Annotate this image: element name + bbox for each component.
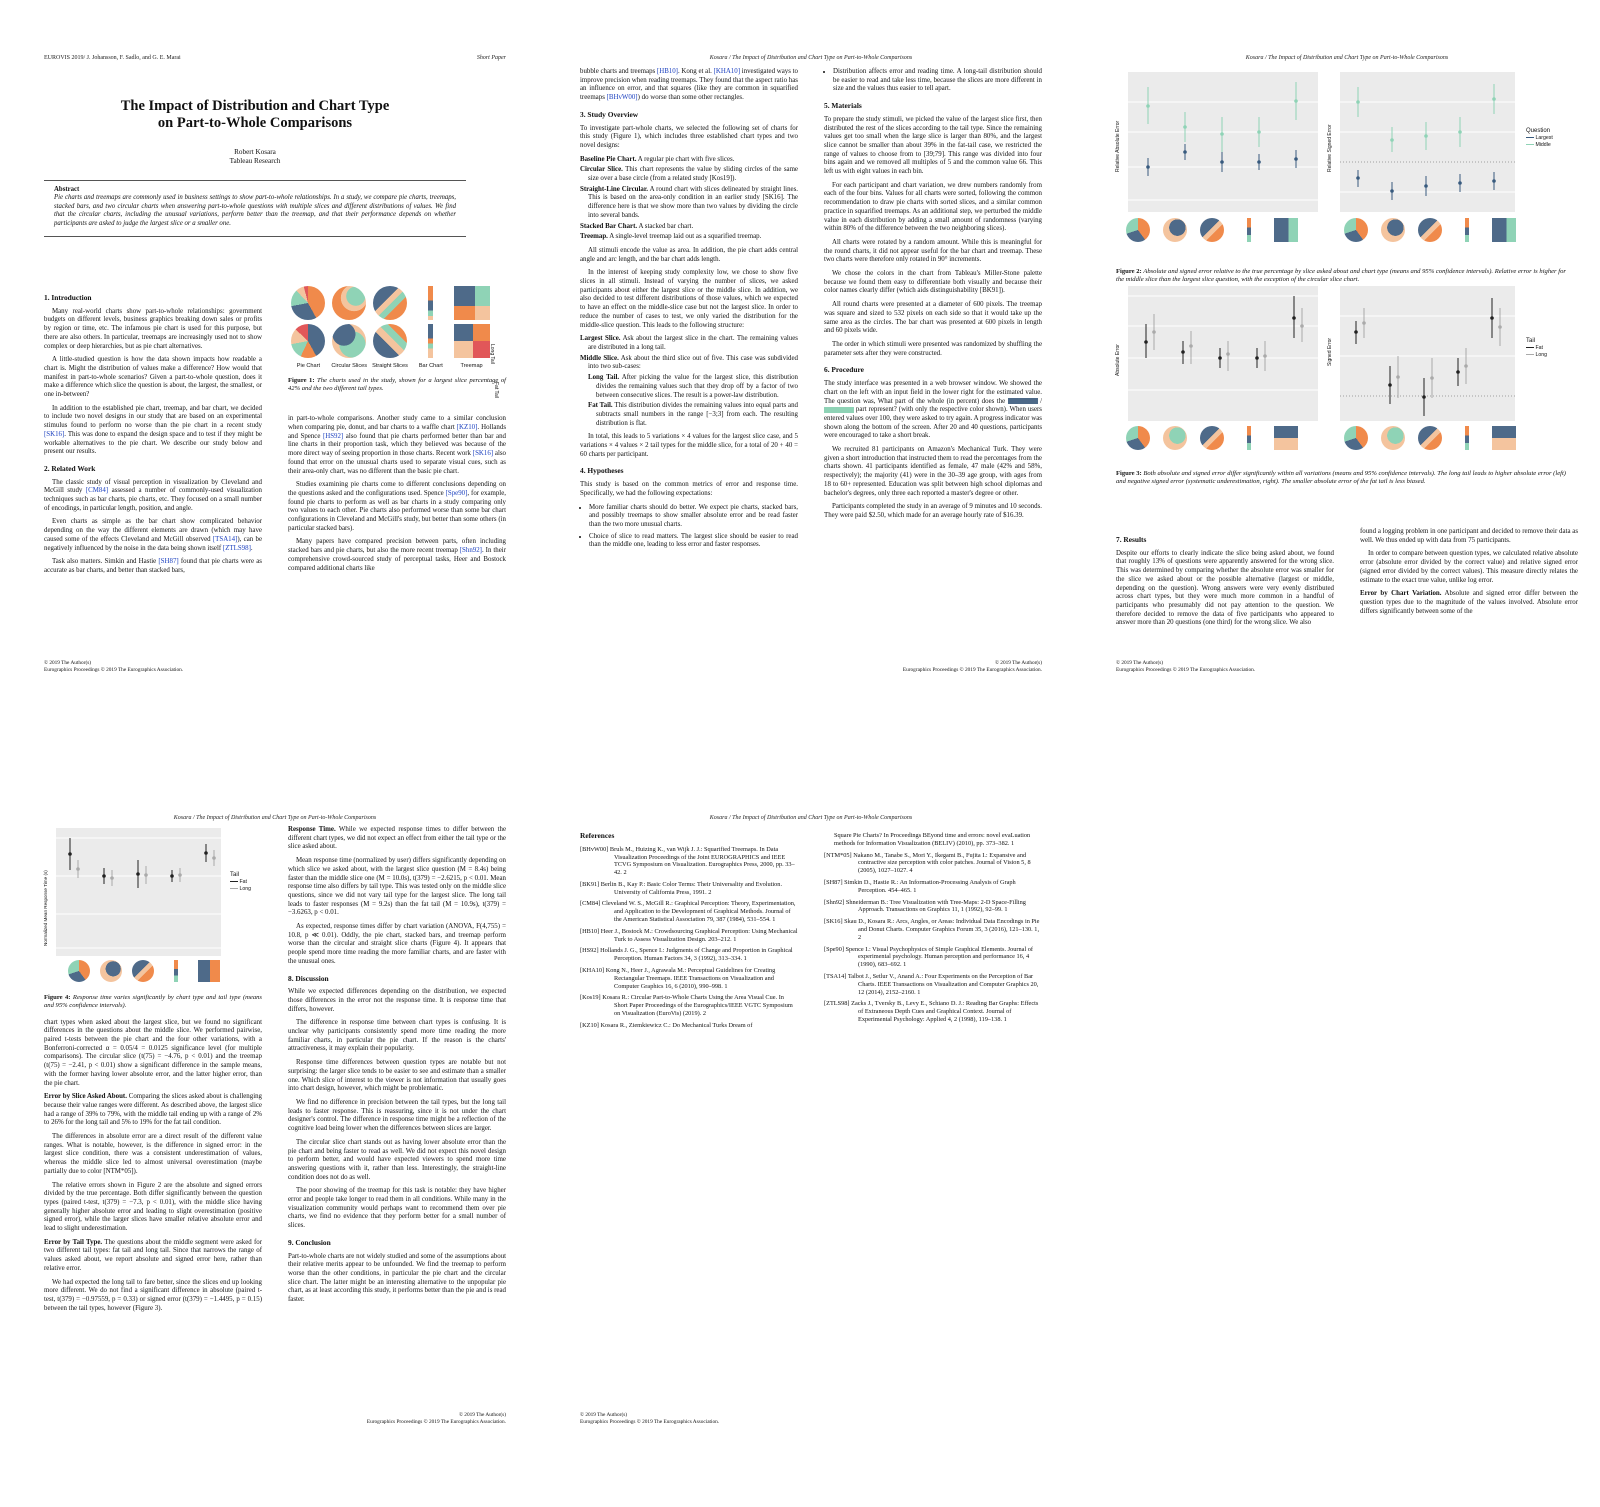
- definition: Stacked Bar Chart. A stacked bar chart.: [580, 222, 694, 230]
- treemap-thumb: [198, 960, 220, 982]
- paragraph: Error by Tail Type. The questions about the middle segment were asked for two different tail types: fat tail and long tail. Since that narrows the range of values asked about, we report absolute and signed error here, rather than relative error.: [44, 1238, 262, 1272]
- title-line-2: on Part-to-Whole Comparisons: [157, 115, 353, 131]
- paragraph: Task also matters. Simkin and Hastie [SH87] found that pie charts were as accurate as bar charts, and better than stacked bars,: [44, 558, 262, 574]
- definition: Long Tail. After picking the value for the largest slice, this distribution divides the remaining values such that they drop off by a factor of two between consecutive slices. The result is a power-law distribution.: [588, 374, 798, 399]
- page-header: Kosara / The Impact of Distribution and Chart Type on Part-to-Whole Comparisons: [173, 815, 377, 821]
- page-header: Kosara / The Impact of Distribution and Chart Type on Part-to-Whole Comparisons: [709, 55, 913, 61]
- bar-chart-thumb: [1465, 218, 1469, 242]
- references-left: [580, 846, 798, 1030]
- citation-link[interactable]: [SK16]: [44, 430, 65, 438]
- fig2-thumbs-right: [1344, 218, 1516, 242]
- page-5: [580, 814, 1042, 1425]
- section-heading: 1. Introduction: [44, 293, 92, 302]
- straight-slices-thumb: [1200, 426, 1224, 450]
- column-left: [580, 68, 798, 555]
- abstract-title: Abstract: [54, 186, 80, 193]
- reference-item: [Spe90] Spence I.: Visual Psychophysics of Simple Graphical Elements. Journal of experimental psychology. Human perception and performance 16, 4 (1990), 683–692. 1: [824, 945, 1034, 969]
- citation-link[interactable]: [HB10]: [656, 68, 678, 75]
- treemap-thumb: [1492, 426, 1516, 450]
- page-1: [44, 54, 506, 734]
- copyright: © 2019 The Author(s): [580, 1412, 628, 1418]
- treemap-thumb: [1274, 218, 1298, 242]
- paragraph: Error by Slice Asked About. Comparing the slices asked about is challenging because their value ranges were different. As described above, the largest slice had a range of 39% to 79%, with the middle tail ending up with a range of 2% to 26% for the long tail and 5% to 19% for the fat tail condition.: [44, 1093, 262, 1127]
- paragraph: Many real-world charts show part-to-whole relationships: government budgets on different levels, business graphics breaking down sales or profits by region or time, etc. The infamous pie chart is used for this purpose, but there are also others. In particular, treemaps are increasingly used not to show complex or deep hierarchies, but as pie chart alternatives.: [44, 307, 262, 350]
- color-chip-green: [824, 407, 854, 413]
- figure-1-caption: Figure 1: The charts used in the study, shown for a largest slice percentage of 42% and the two different tail types.: [288, 376, 506, 392]
- hypotheses-list-cont: [824, 68, 1042, 94]
- figure-3-caption: Figure 3: Both absolute and signed error differ significantly within all variations (means and 95% confidence intervals). The long tail leads to higher absolute error (left) and negative signed error (systematic underestimation, right). The smaller absolute error of the fat tail is less biased.: [1116, 470, 1566, 486]
- paragraph: Response time differences between question types are notable but not surprising: the larger slice tends to be easier to see and estimate than a smaller one. Which slice of interest to the viewer is not information that usually goes into chart design, however, which might be problematic.: [288, 1059, 506, 1093]
- copyright: Eurographics Proceedings © 2019 The Eurographics Association.: [902, 667, 1042, 673]
- reference-item: [SH87] Simkin D., Hastie R.: An Information-Processing Analysis of Graph Perception. 454–465. 1: [824, 878, 1016, 894]
- paragraph: All charts were rotated by a random amount. While this is meaningful for the round charts, it did not appear useful for the bar chart and treemap. These two charts were therefore only rotated in 90° increments.: [824, 238, 1042, 264]
- definition: Baseline Pie Chart. A regular pie chart with five slices.: [580, 155, 735, 163]
- paragraph: in part-to-whole comparisons. Another study came to a similar conclusion when comparing pie, donut, and bar charts to a waffle chart [KZ10]. Hollands and Spence [HS92] also found that pie charts performed better than bar and line charts in their proportion task, which they believed was because of the more direct way of seeing proportion in those charts. Recent work [SK16] also found that error on the unusual charts used to separate visual cues, such as their area-only chart, was no different than the basic pie chart.: [288, 415, 507, 475]
- figure-1-label: Treemap: [460, 363, 483, 369]
- fig2-left-plot: [1115, 72, 1318, 212]
- reference-item: [KZ10] Kosara R., Ziemkiewicz C.: Do Mechanical Turks Dream of: [580, 1021, 753, 1029]
- copyright: © 2019 The Author(s): [458, 1412, 506, 1418]
- paragraph: To investigate part-whole charts, we selected the following set of charts for this study (Figure 1), which includes three established chart types and two novel designs:: [580, 124, 798, 149]
- pie-chart-thumb: [291, 324, 325, 358]
- figure-1-label: Straight Slices: [372, 363, 408, 369]
- list-item: • More familiar charts should do better. We expect pie charts, stacked bars, and possibly treemaps to show smaller absolute error and be read faster than the two more unusual charts.: [589, 504, 798, 530]
- citation-link[interactable]: [Spe90]: [445, 489, 468, 497]
- paragraph: While we expected differences depending on the distribution, we expected those differences in the error not the response time. It is response time that differs, however.: [288, 988, 506, 1013]
- fig3-right-svg: [1340, 286, 1515, 421]
- references-right: [824, 832, 1042, 1024]
- reference-item: [Shn92] Shneiderman B.: Tree Visualization with Tree-Maps: 2-D Space-Filling Approach. Transactions on Graphics 11, 1 (1992), 92–99. 1: [824, 898, 1026, 914]
- copyright: © 2019 The Author(s): [1116, 660, 1164, 666]
- legend-item: Fat: [230, 879, 251, 886]
- abstract: [44, 180, 466, 237]
- citation-link[interactable]: [SK16]: [472, 450, 494, 458]
- copyright: Eurographics Proceedings © 2019 The Eurographics Association.: [44, 667, 184, 673]
- section-heading: 9. Conclusion: [288, 1237, 331, 1247]
- copyright: © 2019 The Author(s): [994, 660, 1042, 666]
- citation-link[interactable]: [KZ10]: [456, 424, 478, 431]
- paragraph: Despite our efforts to clearly indicate the slice being asked about, we found that roughly 13% of questions were apparently answered for the wrong slice. This was determined by comparing whether the absolute error was smaller for the slice we asked about or the possible alternative (largest or middle, depending on the question). Wrong answers were very evenly distributed across chart types, but they were much more common in a handful of participants who presumably did not pay attention to the question. We therefore decided to remove the data of five participants who appeared to answer more than 20 questions (one third) for the wrong slice. We also: [1116, 549, 1334, 627]
- bar-chart-thumb: [428, 286, 433, 320]
- abstract-body: Pie charts and treemaps are commonly used in business settings to show part-to-whole relationships. In a study, we compare pie charts, treemaps, stacked bars, and two circular charts when answering part-to-whole questions with multiple slices and different distributions of values. We find that the circular charts, including the unusual variations, perform better than the treemap, and that their performance depends on whether participants are asked to judge the largest slice or a smaller one.: [54, 194, 456, 227]
- circular-slices-thumb: [100, 960, 122, 982]
- reference-item: [KHA10] Kong N., Heer J., Agrawala M.: Perceptual Guidelines for Creating Rectangular Treemaps. IEEE Transactions on Visualization and Computer Graphics 16, 6 (2010), 990–998. 1: [580, 967, 776, 990]
- legend-item: Middle: [1526, 142, 1553, 149]
- fig4-svg: [56, 828, 221, 956]
- reference-item: [NTM*05] Nakano M., Tanabe S., Mori Y., Ikegami B., Fujita I.: Expansive and contractive size perception with color patches. Journal of Vision 5, 8 (2005), 1027–1027. 4: [824, 851, 1031, 875]
- bar-chart-thumb: [428, 324, 433, 358]
- legend-item: Long: [230, 886, 251, 893]
- pie-chart-thumb: [291, 286, 325, 320]
- paragraph: The difference in response time between chart types is confusing. It is unclear why participants consistently spend more time reading the more familiar charts, in particular the pie chart. If the reason is the charts' attractiveness, it may explain their popularity.: [288, 1019, 506, 1053]
- reference-item: [CM84] Cleveland W. S., McGill R.: Graphical Perception: Theory, Experimentation, and Application to the Development of Graphical Methods. Journal of the American Statistical Association 79, 387 (1984), 531–554. 1: [580, 900, 796, 924]
- paragraph: Error by Chart Variation. Absolute and signed error differ between the question types due to the magnitude of the values involved. Absolute error differs significantly between some of the: [1360, 590, 1578, 615]
- section-heading: 8. Discussion: [288, 973, 329, 983]
- paragraph: All stimuli encode the value as area. In addition, the pie chart adds central angle and arc length, and the bar chart adds length.: [580, 246, 798, 263]
- hypotheses-list: [580, 504, 798, 551]
- definition: Largest Slice. Ask about the largest slice in the chart. The remaining values are distributed in a long tail.: [580, 335, 798, 351]
- definition: Fat Tail. This distribution divides the remaining values into equal parts and subtracts small numbers in the range [−3;3] from each. The resulting distribution is flat.: [588, 402, 798, 427]
- page-footer: [367, 1412, 506, 1426]
- legend-item: Fat: [1526, 345, 1547, 352]
- pie-chart-thumb: [1344, 426, 1368, 450]
- column-right: [824, 68, 1042, 526]
- citation-link[interactable]: [ZTLS98]: [222, 544, 251, 552]
- circular-slices-thumb: [1163, 218, 1187, 242]
- reference-item: [BK91] Berlin B., Kay P.: Basic Color Terms: Their Universality and Evolution. University of California Press, 1991. 2: [580, 880, 783, 896]
- reference-item: [SK16] Skau D., Kosara R.: Arcs, Angles, or Areas: Individual Data Encodings in Pie and Donut Charts. Computer Graphics Forum 35, 3 (2016), 121–130. 1, 2: [824, 918, 1040, 941]
- paragraph: In order to compare between question types, we calculated relative absolute error (absolute error divided by the correct value) and relative signed error (signed error divided by the correct values). This measure directly relates the estimate to the exact true value, unlike log error.: [1360, 550, 1578, 584]
- paragraph: Studies examining pie charts come to different conclusions depending on the questions asked and the configurations used. Spence [Spe90], for example, found pie charts to perform as well as bar charts in a study comparing only two values to each other. Pie charts also performed worse than some bar chart configurations in Cleveland and McGill's study, but better than some others (in particular stacked bars).: [288, 481, 506, 532]
- figure-2-caption: Figure 2: Absolute and signed error relative to the true percentage by slice asked about and chart type (means and 95% confidence intervals). Relative error is higher for the middle slice than the largest slice question, with the exception of the circular slice chart.: [1116, 268, 1566, 284]
- straight-slices-thumb: [1200, 218, 1224, 242]
- paragraph: In the interest of keeping study complexity low, we chose to show five slices in all stimuli. Instead of varying the number of slices, we asked participants about either the largest slice or the middle slice. In addition, we also decided to test different distributions of those values, which we expected to have an effect on the middle-slice case but not the largest slice. In order to reduce the number of cases to test, we only varied the distribution for the middle-slice question. This leads to the following structure:: [580, 269, 798, 329]
- list-item: • Distribution affects error and reading time. A long-tail distribution should be easier to read and take less time, because the slices are more different in size and the values thus easier to tell apart.: [833, 68, 1042, 94]
- title-line-1: The Impact of Distribution and Chart Type: [120, 98, 390, 114]
- pie-chart-thumb: [1344, 218, 1368, 242]
- reference-item: [HB10] Heer J., Bostock M.: Crowdsourcing Graphical Perception: Using Mechanical Turk to Assess Visualization Design. 203–212. 1: [580, 927, 798, 943]
- figure-4-caption: Figure 4: Response time varies significantly by chart type and tail type (means and 95% confidence intervals).: [44, 994, 262, 1010]
- paragraph: The poor showing of the treemap for this task is notable: they have higher error and people take longer to read them in all conditions. While many in the visualization community would perhaps want to recommend them over pie charts, we find no evidence that they perform better for a small number of slices.: [288, 1187, 506, 1230]
- section-heading: 3. Study Overview: [580, 109, 639, 119]
- paragraph: Participants completed the study in an average of 9 minutes and 10 seconds. They were paid $2.50, which made for an average hourly rate of $16.39.: [824, 503, 1042, 519]
- copyright: Eurographics Proceedings © 2019 The Eurographics Association.: [366, 1419, 506, 1425]
- definition: Circular Slice. This chart represents the value by sliding circles of the same size over a base circle (from a related study [Kos19]).: [580, 166, 798, 183]
- circular-slices-thumb: [1163, 426, 1187, 450]
- copyright: Eurographics Proceedings © 2019 The Eurographics Association.: [1116, 667, 1256, 673]
- page-3: [1116, 54, 1578, 734]
- column-right: [1360, 528, 1578, 621]
- legend-title: Tail: [1526, 338, 1536, 344]
- figure-1-label: Circular Slices: [331, 363, 368, 369]
- paragraph: bubble charts and treemaps [HB10]. Kong et al. [KHA10] investigated ways to improve precision when reading treemaps. They found that the aspect ratio has an influence on error, and that squares (like they are common in squarified treemaps [BHvW00]) do worse than some other rectangles.: [580, 68, 798, 102]
- section-heading: References: [580, 831, 615, 840]
- paper-title: [44, 98, 466, 132]
- definition: Straight-Line Circular. A round chart with slices delineated by straight lines. This is based on the area-only condition in an earlier study [SK16]. The difference here is that we show more than two values by dividing the circle into several bands.: [580, 185, 798, 219]
- fig3-thumbs-right: [1344, 426, 1516, 450]
- column-left: [580, 828, 798, 1034]
- bar-chart-thumb: [174, 960, 178, 982]
- fig4-legend: [230, 872, 251, 893]
- fig4-thumbs: [68, 960, 220, 982]
- treemap-thumb: [1274, 426, 1298, 450]
- fig3-left-plot: [1115, 286, 1318, 421]
- page-footer: [580, 1412, 719, 1426]
- paragraph: For each participant and chart variation, we drew numbers randomly from each of the four bins. Values for all charts were sorted, following the common recommendation to draw pie charts with sorted slices, and a similar common practice in squarified treemaps. As an additional step, we perturbed the middle value in each distribution by adding a small amount of randomness (varying within 80% of the difference between the two neighboring slices).: [824, 181, 1042, 233]
- y-axis-label: Normalized Mean Response Time (s): [43, 870, 48, 946]
- paragraph: To prepare the study stimuli, we picked the value of the largest slice first, then distributed the rest of the slices according to the tail type. Since the remaining values get too small when the large slice is larger than 80%, and the largest slice cannot be smaller than about 39% in the fat-tail case, we restricted the range of values to choose from to [39;79]. This range was divided into four bins again and we removed all multiples of 5 and the common value 66. This left us with eight values in each bin.: [824, 115, 1042, 176]
- reference-item: [ZTLS98] Zacks J., Tversky B., Levy E., Schiano D. J.: Reading Bar Graphs: Effects of Extraneous Depth Cues and Graphical Context. Journal of Experimental Psychology: Applied 4, 2 (1998), 119–138. 1: [824, 1000, 1039, 1023]
- page-header: Kosara / The Impact of Distribution and Chart Type on Part-to-Whole Comparisons: [709, 815, 913, 821]
- citation-link[interactable]: [SH87]: [158, 558, 179, 566]
- reference-item: [BHvW00] Bruls M., Huizing K., van Wijk J. J.: Squarified Treemaps. In Data Visualization Proceedings of the Joint EUROGRAPHICS and IEEE TCVG Symposium on Visualization. Eurographics Press, 2000, pp. 33–42. 2: [580, 845, 795, 877]
- pie-chart-thumb: [68, 960, 90, 982]
- section-heading: 6. Procedure: [824, 365, 864, 375]
- straight-slices-thumb: [373, 286, 407, 320]
- page-footer: [903, 660, 1042, 674]
- page-footer: [1116, 660, 1255, 674]
- citation-link[interactable]: [KHA10]: [713, 68, 740, 75]
- definition: Treemap. A single-level treemap laid out as a squarified treemap.: [580, 233, 762, 241]
- treemap-thumb: [1492, 218, 1516, 242]
- author-name: Robert Kosara: [234, 148, 276, 156]
- affiliation: Tableau Research: [229, 157, 281, 165]
- paragraph: In addition to the established pie chart, treemap, and bar chart, we decided to include two novel designs in our study that are based on an experimental stimulus found to perform no worse than the pie chart in a recent study [SK16]. This was done to expand the design space and to test if they might be workable alternatives to the pie chart. We describe our study below and present our results.: [44, 404, 262, 456]
- paragraph: found a logging problem in one participant and decided to remove their data as well. We thus ended up with data from 75 participants.: [1360, 528, 1578, 544]
- fig3-legend: [1526, 338, 1547, 359]
- page-2: [580, 54, 1042, 734]
- pie-chart-thumb: [1126, 218, 1150, 242]
- figure-1-grid: [288, 286, 492, 371]
- paragraph: Response Time. While we expected response times to differ between the different chart types, we did not expect an effect from either the tail type or the slice asked about.: [288, 826, 506, 851]
- paragraph: All round charts were presented at a diameter of 600 pixels. The treemap was square and sized to 532 pixels on each side so that it would take up the same area as the circles. The bar chart was presented at 600 pixels in length and 60 pixels wide.: [824, 301, 1042, 335]
- list-item: • Choice of slice to read matters. The largest slice should be easier to read than the middle one, leading to less error and faster responses.: [589, 533, 798, 550]
- treemap-thumb: [454, 286, 490, 320]
- legend-item: Largest: [1526, 135, 1553, 142]
- fig3-thumbs-left: [1126, 426, 1298, 450]
- fig2-thumbs-left: [1126, 218, 1298, 242]
- fig2-legend: [1526, 128, 1553, 149]
- paragraph: The differences in absolute error are a direct result of the different value ranges. What is notable, however, is the difference in signed error: in the largest slice condition, there was a consistent underestimation of values, whereas the middle slice led to almost universal overestimation (maybe partially due to color [NTM*05]).: [44, 1133, 262, 1175]
- paragraph: Many papers have compared precision between parts, often including stacked bars and pie charts, but also the more recent treemap [Shn92]. In their comprehensive crowd-sourced study of perceptual tasks, Heer and Bostock compared additional charts like: [288, 538, 506, 572]
- fat-tail-label: Fat Tail: [492, 382, 499, 399]
- y-axis-label: Relative Absolute Error: [1115, 120, 1121, 172]
- legend-title: Question: [1526, 128, 1551, 134]
- fig2-left-svg: [1128, 72, 1318, 212]
- page-footer: [44, 660, 183, 674]
- paragraph: As expected, response times differ by chart variation (ANOVA, F(4,755) = 10.8, p ≪ 0.01). Oddly, the pie chart, stacked bars, and treemap perform worse than the circular and straight slice charts (Figure 4). It appears that people spend more time reading the more familiar charts, and are faster with the unusual ones.: [288, 923, 506, 965]
- header-right: Short Paper: [476, 55, 506, 61]
- definition: Middle Slice. Ask about the third slice out of five. This case was subdivided into two sub-cases:: [580, 354, 799, 371]
- paragraph: The circular slice chart stands out as having lower absolute error than the pie chart and being faster to read as well. We did not expect this novel design to perform better, and would have expected viewers to spend more time answering questions with it, rather than less. Interestingly, the straight-line condition does not do as well.: [288, 1138, 506, 1181]
- y-axis-label: Relative Signed Error: [1327, 124, 1333, 172]
- column-left: [44, 826, 262, 1318]
- reference-item: Square Pie Charts? In Proceedings BEyond time and errors: novel evaLuation methods for Information Visualization (BELIV) (2010), pp. 373–382. 1: [834, 832, 1031, 847]
- paragraph: The classic study of visual perception in visualization by Cleveland and McGill study [CM84] assessed a number of commonly-used visualization techniques such as bar charts, pie charts, etc. They focused on a small number of encodings, in particular length, position, and angle.: [44, 478, 262, 512]
- circular-slices-thumb: [332, 286, 366, 320]
- figure-4: [44, 826, 262, 994]
- paragraph: Part-to-whole charts are not widely studied and some of the assumptions about their relative merits appear to be unfounded. We find the treemap to perform worse than the other conditions, in particular the pie chart and the circular slice chart. The latter might be an interesting alternative to the unpopular pie chart, as at least according this study, it performs better than the pie and is read faster.: [288, 1252, 506, 1304]
- color-chip-blue: [1008, 398, 1038, 404]
- paragraph: We find no difference in precision between the tail types, but the long tail leads to faster response. This is reassuring, since it is not under the chart designer's control. The difference in response time might be a reflection of the cognitive load being lower when the differences between slices are larger.: [288, 1098, 506, 1133]
- long-tail-label: Long Tail: [489, 344, 496, 364]
- copyright: © 2019 The Author(s): [44, 660, 92, 666]
- circular-slices-thumb: [1381, 426, 1405, 450]
- treemap-thumb: [454, 324, 490, 358]
- straight-slices-thumb: [132, 960, 154, 982]
- authors: [44, 148, 466, 166]
- figure-1-label: Bar Chart: [418, 363, 443, 369]
- column-right: [288, 244, 506, 578]
- fig2-right-plot: [1327, 72, 1515, 212]
- pie-chart-thumb: [1126, 426, 1150, 450]
- column-right: [824, 828, 1042, 1028]
- legend-item: Long: [1526, 352, 1547, 359]
- section-heading: 4. Hypotheses: [580, 466, 624, 476]
- circular-slices-thumb: [1381, 218, 1405, 242]
- citation-link[interactable]: [BHvW00]: [606, 94, 638, 102]
- bar-chart-thumb: [1247, 426, 1251, 450]
- citation-link[interactable]: [TSA14]: [212, 535, 238, 543]
- fig3-left-svg: [1128, 286, 1318, 421]
- y-axis-label: Absolute Error: [1115, 344, 1121, 376]
- bar-chart-thumb: [1465, 426, 1469, 450]
- straight-slices-thumb: [1418, 426, 1442, 450]
- section-heading: 7. Results: [1116, 535, 1147, 544]
- fig2-right-svg: [1340, 72, 1515, 212]
- legend-title: Tail: [230, 872, 240, 878]
- citation-link[interactable]: [Shn92]: [459, 547, 482, 555]
- column-left: [1116, 528, 1334, 633]
- paragraph: This study is based on the common metrics of error and response time. Specifically, we had the following expectations:: [580, 481, 798, 497]
- page-header: Kosara / The Impact of Distribution and Chart Type on Part-to-Whole Comparisons: [1245, 55, 1449, 61]
- paragraph: The relative errors shown in Figure 2 are the absolute and signed errors divided by the true percentage. Both differ significantly between the question types (paired t-test, t(379) = −7.3, p < 0.01), with the middle slice having generally higher absolute error and leading to slight overestimation (positive signed error), while the larger slices have smaller relative absolute error and lead to slight underestimation.: [44, 1181, 262, 1233]
- column-right: [288, 826, 506, 1310]
- reference-item: [HS92] Hollands J. G., Spence I.: Judgments of Change and Proportion in Graphical Perception. Human Factors 34, 3 (1992), 313–334. 1: [580, 947, 793, 963]
- bar-chart-thumb: [1247, 218, 1251, 242]
- column-left: [44, 286, 262, 581]
- straight-slices-thumb: [1418, 218, 1442, 242]
- citation-link[interactable]: [HS92]: [322, 432, 344, 440]
- header-left: EUROVIS 2019/ J. Johansson, F. Sadlo, and G. E. Marai: [44, 55, 181, 61]
- paragraph: The order in which stimuli were presented was randomized by shuffling the parameter sets after they were constructed.: [824, 340, 1042, 357]
- citation-link[interactable]: [CM84]: [85, 487, 109, 495]
- paragraph: We recruited 81 participants on Amazon's Mechanical Turk. They were given a short introduction that instructed them to read the percentages from the charts shown. 41 participants identified as female, 47 male (42% and 58%, respectively); the majority (41) were in the 30–39 age group, with ages from 18 to 60+ represented. Education was split between high school diplomas and bachelor's degrees, only three each reported a master's degree or other.: [824, 446, 1042, 497]
- fig4-plot: [43, 828, 221, 956]
- figure-1-label: Pie Chart: [296, 363, 321, 369]
- straight-slices-thumb: [373, 324, 407, 358]
- paragraph: Even charts as simple as the bar chart show complicated behavior depending on the way the different elements are drawn (which may have caused some of the effects Cleveland and McGill observed [TSA14]), can be negatively influenced by the noise in the data being shown itself [ZTLS98].: [44, 518, 262, 552]
- paragraph: We had expected the long tail to fare better, since the slices end up looking more different. We do not find a significant difference in absolute (paired t-test, t(379) = −0.97559, p = 0.33) or signed error (t(379) = −1.4495, p = 0.15) between the tail types, however (Figure 3).: [44, 1278, 262, 1312]
- paragraph: Mean response time (normalized by user) differs significantly depending on which slice we asked about, with the largest slice question (M = 8.4s) being faster than the middle slice one (M = 10.0s), t(379) = −2.6215, p < 0.01. Mean response time also differs by tail type. This was tested only on the middle slice questions, since we did not vary tail type for the largest slice. The long tail leads to faster responses (M = 9.2s) than the fat tail (M = 10.9s), t(379) = −3.6263, p < 0.01.: [288, 857, 506, 917]
- section-heading: 5. Materials: [824, 101, 862, 111]
- paragraph: We chose the colors in the chart from Tableau's Miller-Stone palette because we found them easy to differentiate both visually and because their color names clearly differ (which aids distinguishability [BK91]).: [824, 270, 1042, 295]
- copyright: Eurographics Proceedings © 2019 The Eurographics Association.: [580, 1419, 720, 1425]
- section-heading: 2. Related Work: [44, 463, 96, 473]
- circular-slices-thumb: [332, 324, 366, 358]
- paragraph: In total, this leads to 5 variations × 4 values for the largest slice case, and 5 variations × 4 values × 2 tail types for the middle slice, for a total of 20 + 40 = 60 charts per participant.: [580, 433, 798, 458]
- paragraph: The study interface was presented in a web browser window. We showed the chart on the left with an input field in the lower right for the estimated value. The question was, What part of the whole (in percent) does the / part represent? (with only the respective color shown). When users entered values over 100, they were asked to try again. A progress indicator was shown along the bottom of the screen. After 20 and 40 questions, participants were encouraged to take a short break.: [824, 380, 1043, 440]
- paragraph: chart types when asked about the largest slice, but we found no significant differences in the questions about the middle slice. We performed pairwise, paired t-tests between the pie chart and the four other variations, with a Bonferroni-corrected α = 0.05/4 = 0.0125 significance level (for multiple comparisons). The circular slice (t(75) = −4.76, p < 0.01) and the treemap (t(75) = −2.41, p < 0.01) show a significant difference in the sample means, with the former having lower absolute error, and the latter higher error, than the pie chart.: [44, 1018, 262, 1087]
- page-4: [43, 814, 506, 1425]
- reference-item: [TSA14] Talbot J., Setlur V., Anand A.: Four Experiments on the Perception of Bar Charts. IEEE Transactions on Visualization and Computer Graphics 20, 12 (2014), 2152–2160. 1: [824, 972, 1039, 996]
- fig3-right-plot: [1327, 286, 1515, 421]
- paragraph: A little-studied question is how the data shown impacts how readable a chart is. Might the distribution of values make a difference? How would that manifest in part-to-whole scenarios? Given a part-to-whole question, does it make a difference which slice the question is about, the largest, the smallest, or one in-between?: [44, 356, 262, 399]
- y-axis-label: Signed Error: [1327, 337, 1333, 366]
- page-header: [44, 54, 506, 63]
- reference-item: [Kos19] Kosara R.: Circular Part-to-Whole Charts Using the Area Visual Cue. In Short Paper Proceedings of the Eurographics/IEEE VGTC Symposium on Visualization (EuroVis) (2019). 2: [580, 994, 793, 1018]
